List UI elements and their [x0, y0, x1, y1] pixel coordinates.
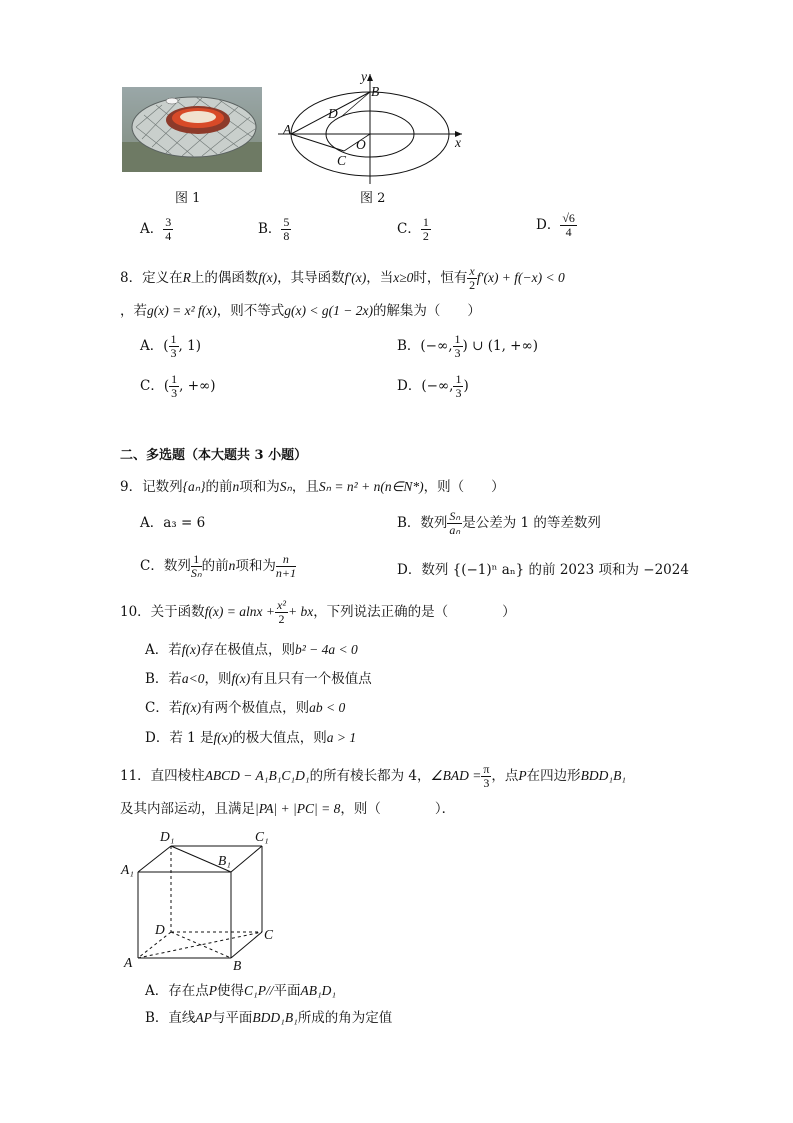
- fig2-C-label: C: [337, 153, 347, 168]
- prism-label-c1: C₁: [255, 829, 269, 844]
- q9-option-b: B．数列 $\frac{\text{Sₙ}}{\text{aₙ}}$ 是公差为 1 的等差数列: [397, 509, 601, 537]
- figure-1-caption: 图 1: [175, 191, 201, 206]
- q9-option-a: A．a₃ = 6: [140, 515, 206, 531]
- stadium-illustration: [122, 87, 262, 172]
- q8-option-d: D．(−∞, $\frac{1}{3}$ ): [397, 372, 469, 400]
- prism-label-b1: B₁: [218, 853, 231, 868]
- q10-option-b: B．若a<0，则f(x)有且只有一个极值点: [145, 671, 372, 687]
- q8-option-c: C．( $\frac{1}{3}$ , +∞): [140, 372, 216, 400]
- q11-option-a: A．存在点P使得C₁P//平面AB₁D₁: [145, 983, 337, 999]
- prism-label-a: A: [124, 955, 133, 970]
- prism-label-d1: D₁: [160, 829, 175, 844]
- fig2-y-label: y: [361, 69, 367, 84]
- q8-option-b: B．(−∞, $\frac{1}{3}$ ) ∪ (1, +∞): [397, 332, 538, 360]
- prism-label-b: B: [233, 958, 242, 973]
- fig2-A-label: A: [283, 122, 292, 137]
- fig2-x-label: x: [455, 135, 461, 150]
- prism-label-c: C: [264, 927, 274, 942]
- q7-option-b: B． $\frac{5}{8}$: [258, 215, 290, 243]
- q7-option-d: D． $\frac{√6}{4}$: [536, 211, 575, 239]
- q10-option-d: D．若 1 是f(x)的极大值点，则a > 1: [145, 730, 357, 746]
- q8-stem-line2: ，若g(x) = x² f(x)，则不等式g(x) < g(1 − 2x)的解集为（ ）: [120, 303, 481, 319]
- q8-stem-line1: 8．定义在R上的偶函数f(x)，其导函数f′(x)，当x≥0时，恒有 $\frac{x}{2}$ f′(x) + f(−x) < 0: [120, 264, 565, 292]
- stadium-photo: [122, 87, 262, 172]
- q9-stem: 9．记数列{aₙ}的前n项和为Sₙ，且Sₙ = n² + n(n∈N*)，则（ ）: [120, 479, 505, 495]
- prism-label-a1: A₁: [121, 862, 134, 877]
- q11-option-b: B．直线AP与平面BDD₁B₁所成的角为定值: [145, 1010, 393, 1026]
- q10-option-a: A．若f(x)存在极值点，则b² − 4a < 0: [145, 642, 358, 658]
- section-2-title: 二、多选题（本大题共 3 小题）: [120, 448, 308, 463]
- figure-2-caption: 图 2: [360, 191, 386, 206]
- q11-stem-line1: 11．直四棱柱ABCD − A₁B₁C₁D₁的所有棱长都为 4，∠BAD = $\frac{\pi}{3}$ ，点P在四边形BDD₁B₁: [120, 762, 627, 790]
- q9-option-d: D．数列 {(−1)ⁿ aₙ} 的前 2023 项和为 −2024: [397, 562, 689, 578]
- q9-option-c: C．数列 $\frac{1}{\text{Sₙ}}$ 的前n项和为 $\frac{n}{n+1}$: [140, 552, 296, 580]
- q10-stem: 10．关于函数f(x) = alnx + $\frac{\text{x²}}{2}$ + bx，下列说法正确的是（ ）: [120, 598, 516, 626]
- q11-stem-line2: 及其内部运动，且满足|PA| + |PC| = 8，则（ ）．: [120, 801, 456, 817]
- fig2-D-label: D: [328, 106, 338, 121]
- fig2-B-label: B: [371, 84, 380, 99]
- q8-option-a: A．( $\frac{1}{3}$ , 1): [140, 332, 201, 360]
- q7-option-c: C． $\frac{1}{2}$: [397, 215, 429, 243]
- prism-label-d: D: [155, 922, 165, 937]
- q7-option-a: A． $\frac{3}{4}$: [140, 215, 172, 243]
- q10-option-c: C．若f(x)有两个极值点，则ab < 0: [145, 700, 346, 716]
- prism-diagram: [125, 828, 285, 973]
- fig2-O-label: O: [356, 137, 366, 152]
